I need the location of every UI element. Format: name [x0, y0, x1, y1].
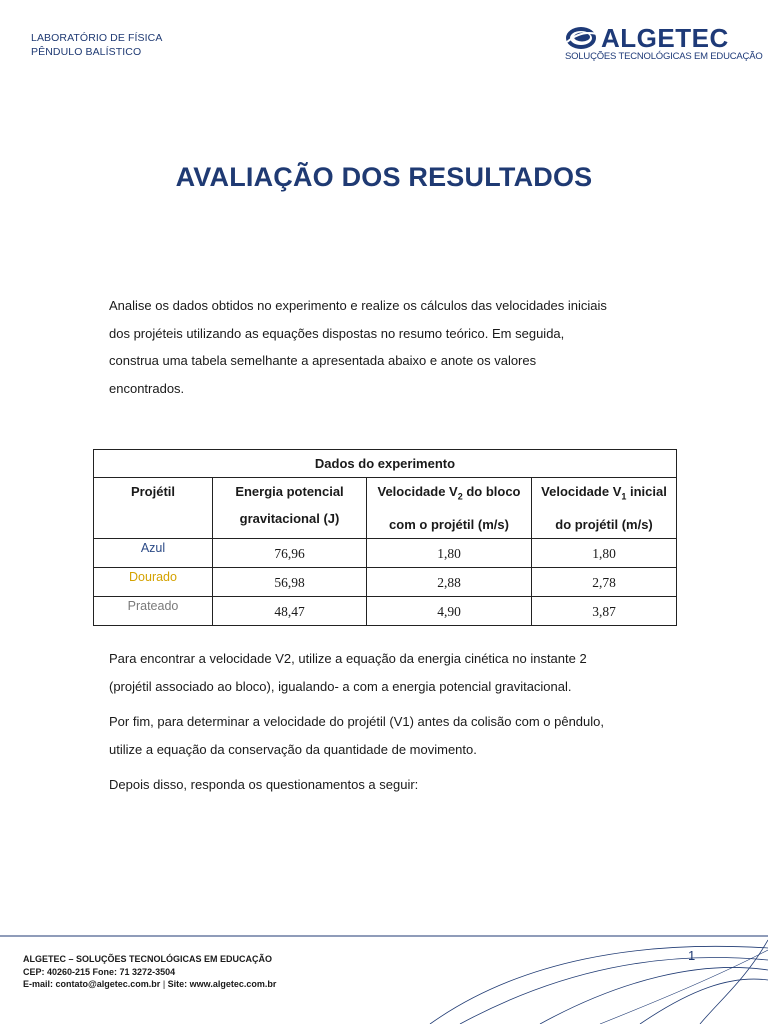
row-v1: 1,80 [532, 538, 677, 567]
paragraph-line: utilize a equação da conservação da quantidade de movimento. [109, 741, 477, 757]
header-energia-line1: Energia potencial [235, 484, 344, 499]
header-v2-line1 [367, 478, 531, 511]
algetec-logo [565, 23, 763, 64]
logo-globe-icon [565, 26, 599, 50]
header-energia-line2: gravitacional (J) [239, 511, 340, 526]
header-v1-suffix: inicial [626, 484, 667, 499]
intro-line: encontrados. [109, 380, 185, 396]
header-v2-prefix: Velocidade V [377, 484, 458, 499]
paragraph-v2 [109, 645, 689, 700]
header-v1-prefix: Velocidade V [541, 484, 622, 499]
document-header [31, 31, 162, 59]
footer-email: E-mail: contato@algetec.com.br [23, 979, 161, 989]
header-experiment: PÊNDULO BALÍSTICO [31, 46, 142, 58]
header-v2-line2: com o projétil (m/s) [389, 516, 509, 532]
footer-links [23, 978, 276, 991]
table-row [94, 596, 677, 625]
table-row [94, 567, 677, 596]
experiment-data-table [93, 449, 677, 626]
header-velocidade-v2 [367, 478, 532, 539]
intro-line: construa uma tabela semelhante a apresentada abaixo e anote os valores [109, 353, 537, 368]
row-v1: 2,78 [532, 567, 677, 596]
row-v2: 4,90 [367, 596, 532, 625]
table-row [94, 538, 677, 567]
paragraph-closing [109, 771, 689, 799]
footer-site: Site: www.algetec.com.br [167, 979, 277, 989]
row-projetil-name: Azul [94, 538, 213, 567]
paragraph-v1 [109, 708, 689, 763]
intro-line: Analise os dados obtidos no experimento e realize os cálculos das velocidades iniciais [109, 298, 607, 313]
header-velocidade-v1 [532, 478, 677, 539]
paragraph-line: Por fim, para determinar a velocidade do projétil (V1) antes da colisão com o pêndulo, [109, 714, 604, 729]
header-v2-subscript: 2 [457, 491, 463, 502]
header-v2-suffix: do bloco [462, 484, 521, 499]
header-v1-line2: do projétil (m/s) [555, 516, 653, 532]
footer-company: ALGETEC – SOLUÇÕES TECNOLÓGICAS EM EDUCAÇÃO [23, 954, 273, 964]
row-energia: 76,96 [213, 538, 367, 567]
row-projetil-name: Prateado [94, 596, 213, 625]
row-v1: 3,87 [532, 596, 677, 625]
page-title: AVALIAÇÃO DOS RESULTADOS [175, 162, 593, 192]
paragraph-line: (projétil associado ao bloco), igualando- a com a energia potencial gravitacional. [109, 678, 572, 694]
row-projetil-name: Dourado [94, 567, 213, 596]
footer-separator: | [160, 979, 168, 989]
page-number: 1 [688, 948, 696, 963]
logo-text: ALGETEC [601, 23, 729, 53]
paragraph-line: Depois disso, responda os questionamentos a seguir: [109, 777, 419, 792]
intro-paragraph [109, 292, 669, 402]
header-v1-line1 [532, 478, 676, 511]
footer-address: CEP: 40260-215 Fone: 71 3272-3504 [23, 966, 176, 977]
logo-subtitle: SOLUÇÕES TECNOLÓGICAS EM EDUCAÇÃO [565, 51, 763, 62]
footer-contact [23, 953, 276, 991]
header-projetil-label: Projétil [130, 484, 176, 499]
row-v2: 1,80 [367, 538, 532, 567]
row-v2: 2,88 [367, 567, 532, 596]
paragraph-line: Para encontrar a velocidade V2, utilize a equação da energia cinética no instante 2 [109, 651, 587, 666]
header-energia [213, 478, 367, 539]
header-projetil [94, 478, 213, 539]
header-v1-subscript: 1 [621, 491, 627, 502]
header-lab: LABORATÓRIO DE FÍSICA [31, 32, 163, 44]
intro-line: dos projéteis utilizando as equações dispostas no resumo teórico. Em seguida, [109, 325, 565, 341]
table-caption: Dados do experimento [94, 450, 677, 478]
row-energia: 48,47 [213, 596, 367, 625]
row-energia: 56,98 [213, 567, 367, 596]
